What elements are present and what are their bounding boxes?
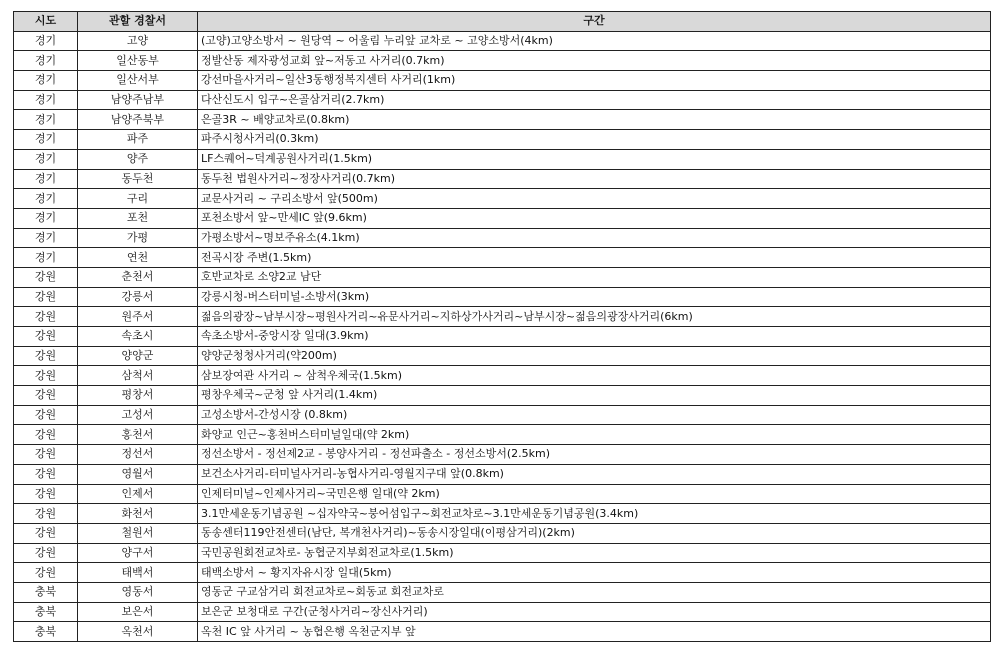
header-police-station: 관할 경찰서	[78, 12, 198, 32]
table-row	[14, 622, 991, 642]
cell-province: 강원	[14, 287, 78, 307]
table-row	[14, 346, 991, 366]
cell-section: 가평소방서~명보주유소(4.1km)	[198, 228, 991, 248]
table-row	[14, 287, 991, 307]
cell-province: 경기	[14, 208, 78, 228]
cell-province: 강원	[14, 543, 78, 563]
cell-province: 경기	[14, 248, 78, 268]
cell-police-station: 평창서	[78, 386, 198, 406]
cell-province: 경기	[14, 189, 78, 209]
cell-police-station: 강릉서	[78, 287, 198, 307]
cell-police-station: 옥천서	[78, 622, 198, 642]
table-row	[14, 307, 991, 327]
cell-section: 화양교 인근~홍천버스터미널일대(약 2km)	[198, 425, 991, 445]
cell-section: 강선마을사거리~일산3동행정복지센터 사거리(1km)	[198, 71, 991, 91]
cell-police-station: 양양군	[78, 346, 198, 366]
cell-province: 충북	[14, 582, 78, 602]
cell-police-station: 남양주남부	[78, 90, 198, 110]
table-row	[14, 71, 991, 91]
cell-province: 경기	[14, 169, 78, 189]
cell-province: 경기	[14, 228, 78, 248]
cell-section: 양양군청청사거리(약200m)	[198, 346, 991, 366]
cell-section: 정발산동 제자광성교회 앞~저동고 사거리(0.7km)	[198, 51, 991, 71]
cell-section: 보은군 보청대로 구간(군청사거리~장신사거리)	[198, 602, 991, 622]
cell-police-station: 고양	[78, 31, 198, 51]
table-row	[14, 563, 991, 583]
table-row	[14, 267, 991, 287]
cell-police-station: 인제서	[78, 484, 198, 504]
cell-section: 동두천 법원사거리~정장사거리(0.7km)	[198, 169, 991, 189]
cell-section: 교문사거리 ~ 구리소방서 앞(500m)	[198, 189, 991, 209]
cell-section: 국민공원회전교차로- 농협군지부회전교차로(1.5km)	[198, 543, 991, 563]
cell-police-station: 포천	[78, 208, 198, 228]
cell-section: 삼보장여관 사거리 ~ 삼척우체국(1.5km)	[198, 366, 991, 386]
cell-province: 경기	[14, 31, 78, 51]
table-row	[14, 523, 991, 543]
cell-province: 경기	[14, 71, 78, 91]
cell-section: 다산신도시 입구~은골삼거리(2.7km)	[198, 90, 991, 110]
cell-section: 강릉시청-버스터미널-소방서(3km)	[198, 287, 991, 307]
table-row	[14, 602, 991, 622]
cell-province: 충북	[14, 602, 78, 622]
table-row	[14, 110, 991, 130]
cell-section: 영동군 구교삼거리 회전교차로~회동교 회전교차로	[198, 582, 991, 602]
table-row	[14, 504, 991, 524]
cell-province: 강원	[14, 464, 78, 484]
cell-section: 호반교차로 소양2교 남단	[198, 267, 991, 287]
cell-police-station: 일산동부	[78, 51, 198, 71]
cell-section: LF스퀘어~덕계공원사거리(1.5km)	[198, 149, 991, 169]
cell-province: 경기	[14, 90, 78, 110]
cell-police-station: 파주	[78, 130, 198, 150]
cell-section: 정선소방서 - 정선제2교 - 봉양사거리 - 정선파출소 - 정선소방서(2.5km)	[198, 445, 991, 465]
cell-police-station: 보은서	[78, 602, 198, 622]
table-row	[14, 327, 991, 347]
table-row	[14, 405, 991, 425]
cell-province: 경기	[14, 110, 78, 130]
cell-province: 경기	[14, 149, 78, 169]
cell-province: 강원	[14, 346, 78, 366]
cell-section: 태백소방서 ~ 황지자유시장 일대(5km)	[198, 563, 991, 583]
cell-police-station: 삼척서	[78, 366, 198, 386]
table-row	[14, 90, 991, 110]
cell-province: 강원	[14, 484, 78, 504]
cell-police-station: 속초시	[78, 327, 198, 347]
cell-section: 보건소사거리-터미널사거리-농협사거리-영월지구대 앞(0.8km)	[198, 464, 991, 484]
table-body	[14, 31, 991, 641]
cell-province: 강원	[14, 267, 78, 287]
cell-province: 강원	[14, 386, 78, 406]
table-row	[14, 189, 991, 209]
cell-section: 은골3R ~ 배양교차로(0.8km)	[198, 110, 991, 130]
cell-province: 강원	[14, 445, 78, 465]
cell-police-station: 영동서	[78, 582, 198, 602]
cell-province: 강원	[14, 327, 78, 347]
cell-province: 경기	[14, 51, 78, 71]
cell-section: (고양)고양소방서 ~ 원당역 ~ 어울림 누리앞 교차로 ~ 고양소방서(4km)	[198, 31, 991, 51]
cell-section: 고성소방서-간성시장 (0.8km)	[198, 405, 991, 425]
cell-police-station: 가평	[78, 228, 198, 248]
cell-police-station: 남양주북부	[78, 110, 198, 130]
table-row	[14, 228, 991, 248]
header-province: 시도	[14, 12, 78, 32]
cell-police-station: 화천서	[78, 504, 198, 524]
cell-police-station: 영월서	[78, 464, 198, 484]
cell-police-station: 철원서	[78, 523, 198, 543]
cell-police-station: 양주	[78, 149, 198, 169]
table-row	[14, 582, 991, 602]
table-row	[14, 169, 991, 189]
cell-police-station: 홍천서	[78, 425, 198, 445]
cell-section: 옥천 IC 앞 사거리 ~ 농협은행 옥천군지부 앞	[198, 622, 991, 642]
table-row	[14, 248, 991, 268]
cell-province: 강원	[14, 366, 78, 386]
cell-section: 젊음의광장~남부시장~평원사거리~유문사거리~지하상가사거리~남부시장~젊음의광장사거리(6km)	[198, 307, 991, 327]
cell-section: 인제터미널~인제사거리~국민은행 일대(약 2km)	[198, 484, 991, 504]
cell-police-station: 춘천서	[78, 267, 198, 287]
table-row	[14, 366, 991, 386]
cell-province: 강원	[14, 523, 78, 543]
cell-province: 강원	[14, 425, 78, 445]
table-row	[14, 130, 991, 150]
cell-police-station: 연천	[78, 248, 198, 268]
cell-section: 동송센터119안전센터(남단, 복개천사거리)~동송시장일대(이평삼거리)(2km)	[198, 523, 991, 543]
cell-police-station: 동두천	[78, 169, 198, 189]
table-row	[14, 386, 991, 406]
cell-province: 강원	[14, 504, 78, 524]
table-row	[14, 425, 991, 445]
table-row	[14, 31, 991, 51]
table-row	[14, 484, 991, 504]
cell-section: 파주시청사거리(0.3km)	[198, 130, 991, 150]
cell-province: 강원	[14, 563, 78, 583]
cell-police-station: 고성서	[78, 405, 198, 425]
cell-section: 3.1만세운동기념공원 ~십자약국~붕어섬입구~회전교차로~3.1만세운동기념공원(3.4km)	[198, 504, 991, 524]
cell-police-station: 원주서	[78, 307, 198, 327]
cell-province: 경기	[14, 130, 78, 150]
cell-police-station: 정선서	[78, 445, 198, 465]
cell-police-station: 양구서	[78, 543, 198, 563]
table-row	[14, 51, 991, 71]
cell-province: 강원	[14, 307, 78, 327]
cell-province: 강원	[14, 405, 78, 425]
cell-section: 속초소방서-중앙시장 일대(3.9km)	[198, 327, 991, 347]
cell-section: 포천소방서 앞~만세IC 앞(9.6km)	[198, 208, 991, 228]
enforcement-section-table	[13, 11, 991, 642]
table-row	[14, 149, 991, 169]
table-row	[14, 208, 991, 228]
table-header-row	[14, 12, 991, 32]
header-section: 구간	[198, 12, 991, 32]
table-row	[14, 464, 991, 484]
table-row	[14, 543, 991, 563]
cell-police-station: 구리	[78, 189, 198, 209]
cell-police-station: 태백서	[78, 563, 198, 583]
cell-section: 평창우체국~군청 앞 사거리(1.4km)	[198, 386, 991, 406]
cell-police-station: 일산서부	[78, 71, 198, 91]
cell-province: 충북	[14, 622, 78, 642]
cell-section: 전곡시장 주변(1.5km)	[198, 248, 991, 268]
table-row	[14, 445, 991, 465]
